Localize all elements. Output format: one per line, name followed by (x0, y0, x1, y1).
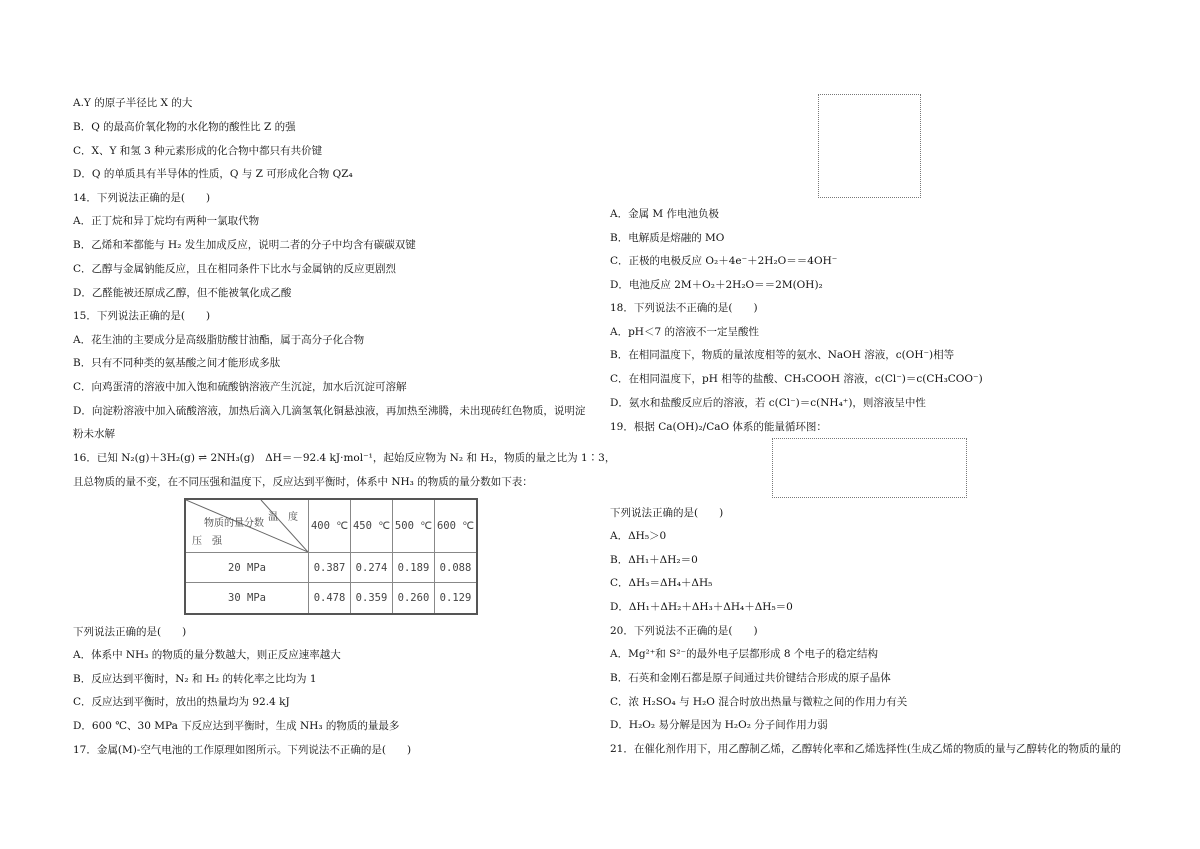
energy-cycle-figure-placeholder (772, 438, 967, 498)
question-19-prompt: 下列说法正确的是( ) (610, 507, 724, 519)
option-15c: C．向鸡蛋清的溶液中加入饱和硫酸钠溶液产生沉淀，加水后沉淀可溶解 (73, 381, 407, 393)
value-cell: 0.387 (309, 553, 351, 583)
option-14b: B．乙烯和苯都能与 H₂ 发生加成反应，说明二者的分子中均含有碳碳双键 (73, 239, 416, 251)
option-20a: A．Mg²⁺和 S²⁻的最外电子层都形成 8 个电子的稳定结构 (610, 648, 878, 660)
option-20d: D．H₂O₂ 易分解是因为 H₂O₂ 分子间作用力弱 (610, 719, 828, 731)
value-cell: 0.478 (309, 583, 351, 614)
value-cell: 0.189 (392, 553, 434, 583)
option-14d: D．乙醛能被还原成乙醇，但不能被氧化成乙酸 (73, 287, 292, 299)
option-16d: D．600 ℃、30 MPa 下反应达到平衡时，生成 NH₃ 的物质的量最多 (73, 720, 400, 732)
option-15d-cont: 粉未水解 (73, 428, 115, 440)
pressure-cell: 20 MPa (185, 553, 309, 583)
option-18a: A．pH＜7 的溶液不一定呈酸性 (610, 326, 759, 338)
table-header-corner (185, 499, 309, 553)
battery-figure-placeholder (818, 94, 921, 198)
question-20: 20．下列说法不正确的是( ) (610, 625, 758, 637)
option-18d: D．氨水和盐酸反应后的溶液，若 c(Cl⁻)＝c(NH₄⁺)，则溶液呈中性 (610, 397, 926, 409)
question-14: 14．下列说法正确的是( ) (73, 192, 211, 204)
question-16-prompt: 下列说法正确的是( ) (73, 626, 187, 638)
option-20b: B．石英和金刚石都是原子间通过共价键结合形成的原子晶体 (610, 672, 891, 684)
option-16a: A．体系中 NH₃ 的物质的量分数越大，则正反应速率越大 (73, 649, 341, 661)
value-cell: 0.274 (350, 553, 392, 583)
question-16: 16．已知 N₂(g)＋3H₂(g) ⇌ 2NH₃(g) ΔH＝－92.4 kJ·mol⁻¹，起始反应物为 N₂ 和 H₂，物质的量之比为 1∶3， (73, 452, 616, 464)
option-19d: D．ΔH₁＋ΔH₂＋ΔH₃＋ΔH₄＋ΔH₅＝0 (610, 601, 793, 613)
question-16-cont: 且总物质的量不变，在不同压强和温度下，反应达到平衡时，体系中 NH₃ 的物质的量分数如下表： (73, 476, 533, 488)
corner-temp-label: 温 度 (268, 512, 298, 523)
option-15d: D．向淀粉溶液中加入硫酸溶液，加热后滴入几滴氢氧化铜悬浊液，再加热至沸腾，未出现砖红色物质，说明淀 (73, 405, 586, 417)
option-18b: B．在相同温度下，物质的量浓度相等的氨水、NaOH 溶液，c(OH⁻)相等 (610, 349, 955, 361)
option-17a: A．金属 M 作电池负极 (610, 208, 720, 220)
temp-header: 400 ℃ (309, 499, 351, 553)
option-16c: C．反应达到平衡时，放出的热量均为 92.4 kJ (73, 696, 290, 708)
corner-pressure-label: 压 强 (192, 536, 222, 547)
option-18c: C．在相同温度下，pH 相等的盐酸、CH₃COOH 溶液，c(Cl⁻)＝c(CH₃COO⁻) (610, 373, 983, 385)
question-15: 15．下列说法正确的是( ) (73, 310, 211, 322)
temp-header: 600 ℃ (434, 499, 477, 553)
value-cell: 0.359 (350, 583, 392, 614)
option-19a: A．ΔH₅＞0 (610, 530, 667, 542)
option-14a: A．正丁烷和异丁烷均有两种一氯取代物 (73, 215, 260, 227)
value-cell: 0.260 (392, 583, 434, 614)
option-17c: C．正极的电极反应 O₂＋4e⁻＋2H₂O＝＝4OH⁻ (610, 255, 838, 267)
nh3-fraction-table (184, 498, 478, 615)
option-15b: B．只有不同种类的氨基酸之间才能形成多肽 (73, 357, 281, 369)
value-cell: 0.129 (434, 583, 477, 614)
option-15a: A．花生油的主要成分是高级脂肪酸甘油酯，属于高分子化合物 (73, 334, 365, 346)
question-19: 19．根据 Ca(OH)₂/CaO 体系的能量循环图： (610, 421, 827, 433)
corner-fraction-label: 物质的量分数 (204, 518, 264, 529)
option-13c: C．X、Y 和氢 3 种元素形成的化合物中都只有共价键 (73, 145, 323, 157)
temp-header: 450 ℃ (350, 499, 392, 553)
question-17: 17．金属(M)-空气电池的工作原理如图所示。下列说法不正确的是( ) (73, 744, 412, 756)
option-17d: D．电池反应 2M＋O₂＋2H₂O＝＝2M(OH)₂ (610, 279, 823, 291)
temp-header: 500 ℃ (392, 499, 434, 553)
question-21: 21．在催化剂作用下，用乙醇制乙烯，乙醇转化率和乙烯选择性(生成乙烯的物质的量与乙醇转化的物质的量的 (610, 743, 1121, 755)
option-20c: C．浓 H₂SO₄ 与 H₂O 混合时放出热量与微粒之间的作用力有关 (610, 696, 908, 708)
option-14c: C．乙醇与金属钠能反应，且在相同条件下比水与金属钠的反应更剧烈 (73, 263, 397, 275)
value-cell: 0.088 (434, 553, 477, 583)
option-13b: B．Q 的最高价氧化物的水化物的酸性比 Z 的强 (73, 121, 296, 133)
option-17b: B．电解质是熔融的 MO (610, 232, 725, 244)
option-19c: C．ΔH₃＝ΔH₄＋ΔH₅ (610, 577, 713, 589)
option-16b: B．反应达到平衡时，N₂ 和 H₂ 的转化率之比均为 1 (73, 673, 317, 685)
question-18: 18．下列说法不正确的是( ) (610, 302, 758, 314)
pressure-cell: 30 MPa (185, 583, 309, 614)
option-13d: D．Q 的单质具有半导体的性质，Q 与 Z 可形成化合物 QZ₄ (73, 168, 353, 180)
option-19b: B．ΔH₁＋ΔH₂＝0 (610, 554, 698, 566)
option-13a: A.Y 的原子半径比 X 的大 (73, 97, 193, 109)
